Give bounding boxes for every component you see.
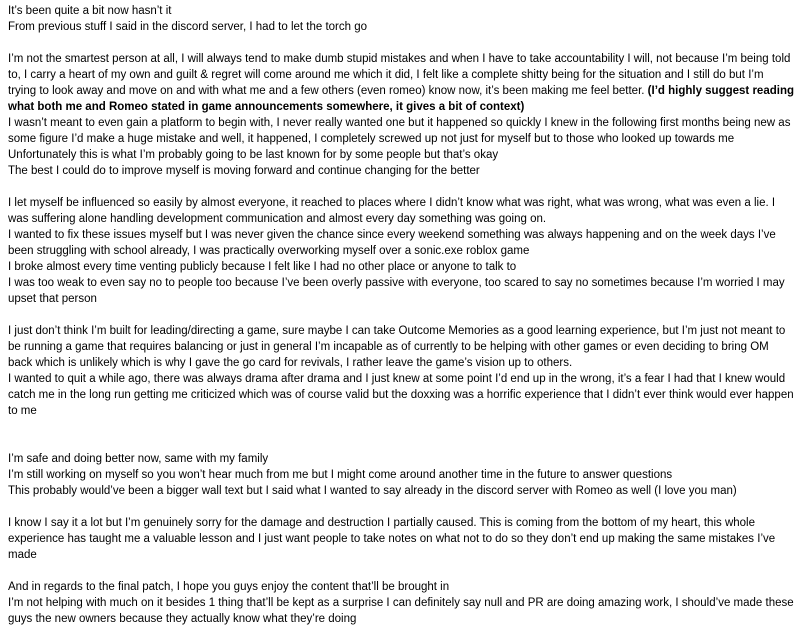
bold-note: (I’d highly suggest reading what both me and Romeo stated in game announcements somewhere, it gives a bit of context) <box>8 85 794 113</box>
text-line <box>8 51 794 115</box>
blank-line <box>8 179 794 195</box>
blank-line <box>8 35 794 51</box>
text-line: The best I could do to improve myself is moving forward and continue changing for the better <box>8 165 480 177</box>
blank-line <box>8 563 794 579</box>
text-line: I’m still working on myself so you won’t hear much from me but I might come around another time in the future to answer questions <box>8 469 673 481</box>
text-line: I’m safe and doing better now, same with my family <box>8 453 269 465</box>
text-line: I let myself be influenced so easily by almost everyone, it reached to places where I didn’t know what was right, what was wrong, what was even a lie. I was suffering alone handling development communication and almost every day something was going on. <box>8 197 776 225</box>
text-line: Unfortunately this is what I’m probably going to be last known for by some people but that’s okay <box>8 149 499 161</box>
text-line: I broke almost every time venting publicly because I felt like I had no other place or anyone to talk to <box>8 261 517 273</box>
text-line: This probably would’ve been a bigger wall text but I said what I wanted to say already in the discord server with Romeo as well (I love you man) <box>8 485 737 497</box>
text-line: And in regards to the final patch, I hope you guys enjoy the content that’ll be brought in <box>8 581 450 593</box>
text-line: I wanted to quit a while ago, there was always drama after drama and I just knew at some point I’d end up in the wrong, it’s a fear I had that I knew would catch me in the long run getting me criticized which was of course valid but the doxxing was a horrific experience that I didn’t ever think would ever happen to me <box>8 373 794 417</box>
text-line: It’s been quite a bit now hasn’t it <box>8 5 172 17</box>
text-line: I just don’t think I’m built for leading/directing a game, sure maybe I can take Outcome Memories as a good learning experience, but I’m just not meant to be running a game that requires balancing or just in general I’m incapable as of currently to be helping with other games or even deciding to bring OM back which is unlikely which is why I gave the go card for revivals, I rather leave the game’s vision up to others. <box>8 325 786 369</box>
text-line: I’m not helping with much on it besides 1 thing that’ll be kept as a surprise I can definitely say null and PR are doing amazing work, I should’ve made these guys the new owners because they actually know what they’re doing <box>8 597 794 625</box>
blank-line <box>8 499 794 515</box>
blank-line <box>8 419 794 451</box>
document-body <box>8 3 794 627</box>
text-line: I know I say it a lot but I’m genuinely sorry for the damage and destruction I partially caused. This is coming from the bottom of my heart, this whole experience has taught me a valuable lesson and I just want people to take notes on what not to do so they don’t end up making the same mistakes I’ve made <box>8 517 776 561</box>
text-line: From previous stuff I said in the discord server, I had to let the torch go <box>8 21 368 33</box>
text-line: I wanted to fix these issues myself but I was never given the chance since every weekend something was always happening and on the week days I’ve been struggling with school already, I was practically overworking myself over a sonic.exe roblox game <box>8 229 776 257</box>
text-run: I’m not the smartest person at all, I will always tend to make dumb stupid mistakes and when I have to take accountability I will, not because I’m being told to, I carry a heart of my own and guilt & regret will come around me which it did, I felt like a complete shitty being for the situation and I still do but I’m trying to look away and move on and with what me and a few others (even romeo) know now, it’s been making me feel better. <box>8 53 791 97</box>
text-line: I wasn’t meant to even gain a platform to begin with, I never really wanted one but it happened so quickly I knew in the following first months being new as some figure I’d make a huge mistake and well, it happened, I completely screwed up not just for myself but to those who looked up towards me <box>8 117 791 145</box>
text-line: I was too weak to even say no to people too because I’ve been overly passive with everyone, too scared to say no sometimes because I’m worried I may upset that person <box>8 277 785 305</box>
blank-line <box>8 307 794 323</box>
